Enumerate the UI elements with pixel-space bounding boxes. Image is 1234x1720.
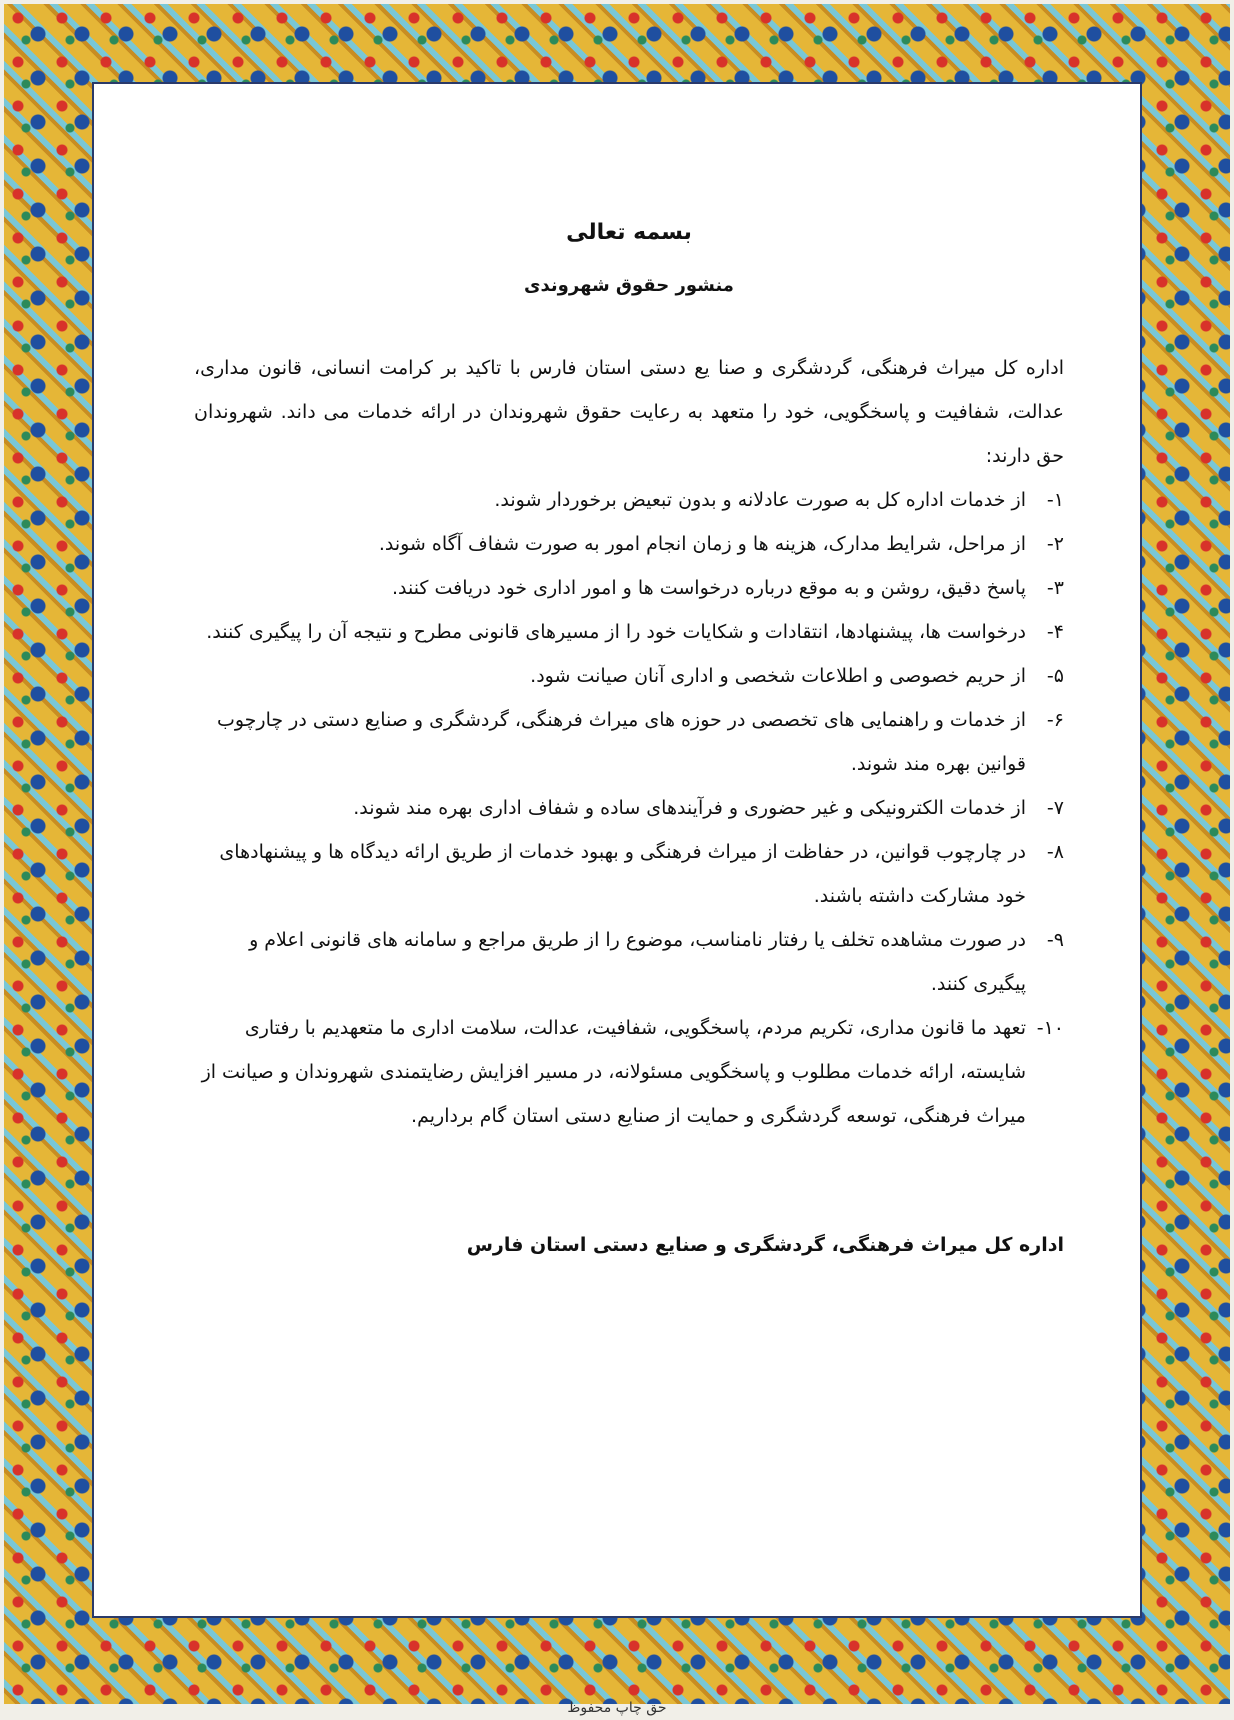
item-number: ۳- xyxy=(1046,577,1064,599)
list-item xyxy=(194,478,1064,522)
item-text: از خدمات و راهنمایی های تخصصی در حوزه های میراث فرهنگی، گردشگری و صنایع دستی در چارچوب قوانین بهره مند شوند. xyxy=(216,709,1026,775)
intro-paragraph: اداره کل میراث فرهنگی، گردشگری و صنا یع دستی استان فارس با تاکید بر کرامت انسانی، قانون مداری، عدالت، شفافیت و پاسخگویی، خود را متعهد به رعایت حقوق شهروندان در ارائه خدمات می داند. شهروندان حق دارند: xyxy=(194,357,1064,467)
list-item xyxy=(194,566,1064,610)
item-number: ۲- xyxy=(1046,533,1064,555)
item-text: تعهد ما قانون مداری، تکریم مردم، پاسخگویی، شفافیت، عدالت، سلامت اداری ما متعهدیم با رفتاری شایسته، ارائه خدمات مطلوب و پاسخگویی مسئولانه، در مسیر افزایش رضایتمندی شهروندان و صیانت از میراث فرهنگی، توسعه گردشگری و حمایت از صنایع دستی استان گام برداریم. xyxy=(201,1017,1026,1127)
footer-note: حق چاپ محفوظ xyxy=(567,1700,667,1716)
item-number: ۱۰- xyxy=(1036,1017,1064,1039)
rights-list xyxy=(194,478,1064,1138)
document-page xyxy=(92,82,1142,1618)
list-item xyxy=(194,698,1064,786)
list-item xyxy=(194,918,1064,1006)
item-number: ۷- xyxy=(1046,797,1064,819)
item-text: درخواست ها، پیشنهادها، انتقادات و شکایات خود را از مسیرهای قانونی مطرح و نتیجه آن را پیگیری کنند. xyxy=(206,621,1026,643)
item-number: ۶- xyxy=(1046,709,1064,731)
page-heading: بسمه تعالی xyxy=(566,220,692,245)
item-number: ۴- xyxy=(1046,621,1064,643)
item-number: ۹- xyxy=(1046,929,1064,951)
item-number: ۱- xyxy=(1046,489,1064,511)
item-text: از خدمات الکترونیکی و غیر حضوری و فرآیندهای ساده و شفاف اداری بهره مند شوند. xyxy=(353,797,1026,819)
item-number: ۸- xyxy=(1046,841,1064,863)
item-text: در صورت مشاهده تخلف یا رفتار نامناسب، موضوع را از طریق مراجع و سامانه های قانونی اعلام و پیگیری کنند. xyxy=(249,929,1026,995)
list-item xyxy=(194,1006,1064,1138)
list-item xyxy=(194,830,1064,918)
list-item xyxy=(194,610,1064,654)
item-text: از مراحل، شرایط مدارک، هزینه ها و زمان انجام امور به صورت شفاف آگاه شوند. xyxy=(378,533,1026,555)
list-item xyxy=(194,786,1064,830)
signature-line: اداره کل میراث فرهنگی، گردشگری و صنایع دستی استان فارس xyxy=(466,1234,1064,1256)
item-number: ۵- xyxy=(1046,665,1064,687)
page-title: منشور حقوق شهروندی xyxy=(524,275,734,296)
list-item xyxy=(194,654,1064,698)
document-content xyxy=(194,154,1064,1256)
item-text: از خدمات اداره کل به صورت عادلانه و بدون تبعیض برخوردار شوند. xyxy=(494,489,1026,511)
item-text: پاسخ دقیق، روشن و به موقع درباره درخواست ها و امور اداری خود دریافت کنند. xyxy=(391,577,1026,599)
item-text: در چارچوب قوانین، در حفاظت از میراث فرهنگی و بهبود خدمات از طریق ارائه دیدگاه ها و پیشنهادهای خود مشارکت داشته باشند. xyxy=(219,841,1026,907)
list-item xyxy=(194,522,1064,566)
item-text: از حریم خصوصی و اطلاعات شخصی و اداری آنان صیانت شود. xyxy=(530,665,1026,687)
